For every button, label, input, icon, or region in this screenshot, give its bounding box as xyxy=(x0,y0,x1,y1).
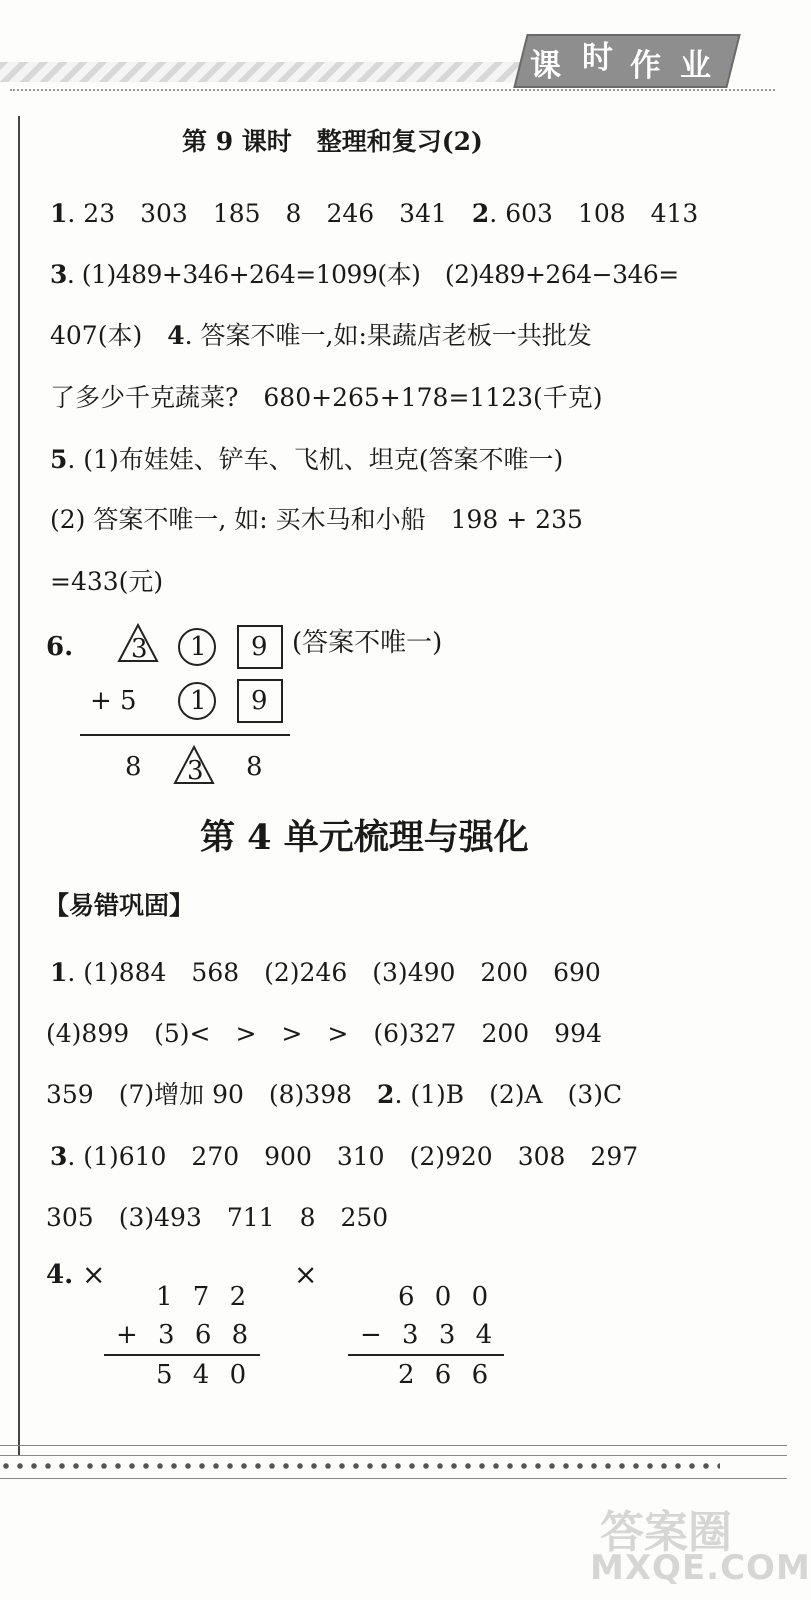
triangle-digit: 3 xyxy=(131,634,148,664)
question-number: 4 xyxy=(167,321,185,350)
header-badge xyxy=(520,22,730,92)
calc-result: 5 4 0 xyxy=(156,1360,253,1390)
answer-line-8 xyxy=(50,562,163,598)
answer-text: (4)899 (5)< > > > (6)327 200 994 xyxy=(46,1019,602,1048)
sum-digit: 8 xyxy=(125,752,142,782)
header-stripe xyxy=(0,62,520,82)
left-margin-line xyxy=(18,116,20,1456)
watermark-text: 答案圈 xyxy=(600,1507,732,1558)
answer-text: . (1)610 270 900 310 (2)920 308 297 xyxy=(67,1142,639,1171)
watermark-url: MXQE.COM xyxy=(590,1548,811,1588)
question-number: 2 xyxy=(377,1080,395,1109)
unit-answer-line-1 xyxy=(50,953,601,989)
question-number: 2 xyxy=(471,199,490,228)
answer-text: . (1)布娃娃、铲车、飞机、坦克(答案不唯一) xyxy=(67,445,564,474)
answer-line-6 xyxy=(50,440,563,476)
answer-text: 了多少千克蔬菜? 680+265+178=1123(千克) xyxy=(50,383,603,412)
note-text: (答案不唯一) xyxy=(292,628,443,658)
unit-answer-line-2 xyxy=(46,1014,602,1050)
answer-text: 407(本) xyxy=(50,321,168,350)
calc-result: 2 6 6 xyxy=(398,1360,495,1390)
answer-text: 359 (7)增加 90 (8)398 xyxy=(46,1080,378,1109)
circle-digit: 1 xyxy=(190,686,207,716)
answer-text: 305 (3)493 711 8 250 xyxy=(46,1203,389,1232)
sum-digit: 8 xyxy=(246,752,263,782)
question-number: 3 xyxy=(50,1142,68,1171)
answer-text: . (1)489+346+264=1099(本) (2)489+264−346= xyxy=(66,260,679,289)
question-number: 5 xyxy=(50,445,68,474)
answer-text: . (1)B (2)A (3)C xyxy=(394,1080,623,1109)
badge-char: 业 xyxy=(680,48,711,84)
question-number: 6. xyxy=(46,632,74,662)
circle-digit: 1 xyxy=(190,632,207,662)
badge-char: 课 xyxy=(530,48,561,84)
calc-top: 6 0 0 xyxy=(398,1282,495,1312)
answer-text: . 23 303 185 8 246 341 xyxy=(67,199,472,228)
square-digit: 9 xyxy=(251,632,268,662)
square-digit: 9 xyxy=(251,686,268,716)
unit-answer-line-3 xyxy=(46,1075,622,1111)
question-number: 3 xyxy=(50,260,67,289)
wrong-mark: × xyxy=(82,1258,106,1291)
answer-line-3 xyxy=(50,255,679,291)
addend-label: + 5 xyxy=(90,686,137,716)
answer-text: . 答案不唯一,如:果蔬店老板一共批发 xyxy=(184,321,592,350)
calc-mid: − 3 3 4 xyxy=(360,1320,499,1350)
answer-text: =433(元) xyxy=(50,567,164,596)
unit-title: 第 4 单元梳理与强化 xyxy=(200,817,529,858)
watermark-logo xyxy=(590,1496,811,1596)
answer-line-7 xyxy=(50,500,583,536)
footer-line xyxy=(0,1455,787,1456)
footer-dots xyxy=(0,1460,720,1472)
footer-line xyxy=(0,1445,787,1446)
section-heading: 【易错巩固】 xyxy=(44,891,195,920)
calc-line xyxy=(104,1354,260,1356)
badge-char: 时 xyxy=(582,40,613,76)
answer-text: . (1)884 568 (2)246 (3)490 200 690 xyxy=(67,958,601,987)
footer-line xyxy=(0,1478,787,1479)
header-dotted-line xyxy=(10,89,775,91)
triangle-digit: 3 xyxy=(187,756,204,786)
unit-answer-line-5 xyxy=(46,1198,388,1234)
unit-answer-line-4 xyxy=(50,1137,638,1173)
answer-text: (2) 答案不唯一, 如: 买木马和小船 198 + 235 xyxy=(50,505,583,534)
answer-line-5 xyxy=(50,378,603,414)
answer-line-1 xyxy=(50,194,698,230)
badge-char: 作 xyxy=(630,48,661,84)
calc-mid: + 3 6 8 xyxy=(116,1320,255,1350)
calc-top: 1 7 2 xyxy=(156,1282,253,1312)
lesson-title: 第 9 课时 整理和复习(2) xyxy=(182,127,483,156)
question-number: 1 xyxy=(50,958,68,987)
sum-line xyxy=(80,734,290,736)
question-number: 1 xyxy=(50,199,68,228)
answer-text: . 603 108 413 xyxy=(489,199,699,228)
wrong-mark: × xyxy=(294,1258,318,1291)
calc-line xyxy=(348,1354,504,1356)
question-number: 4. xyxy=(46,1260,74,1290)
answer-line-4 xyxy=(50,316,592,352)
